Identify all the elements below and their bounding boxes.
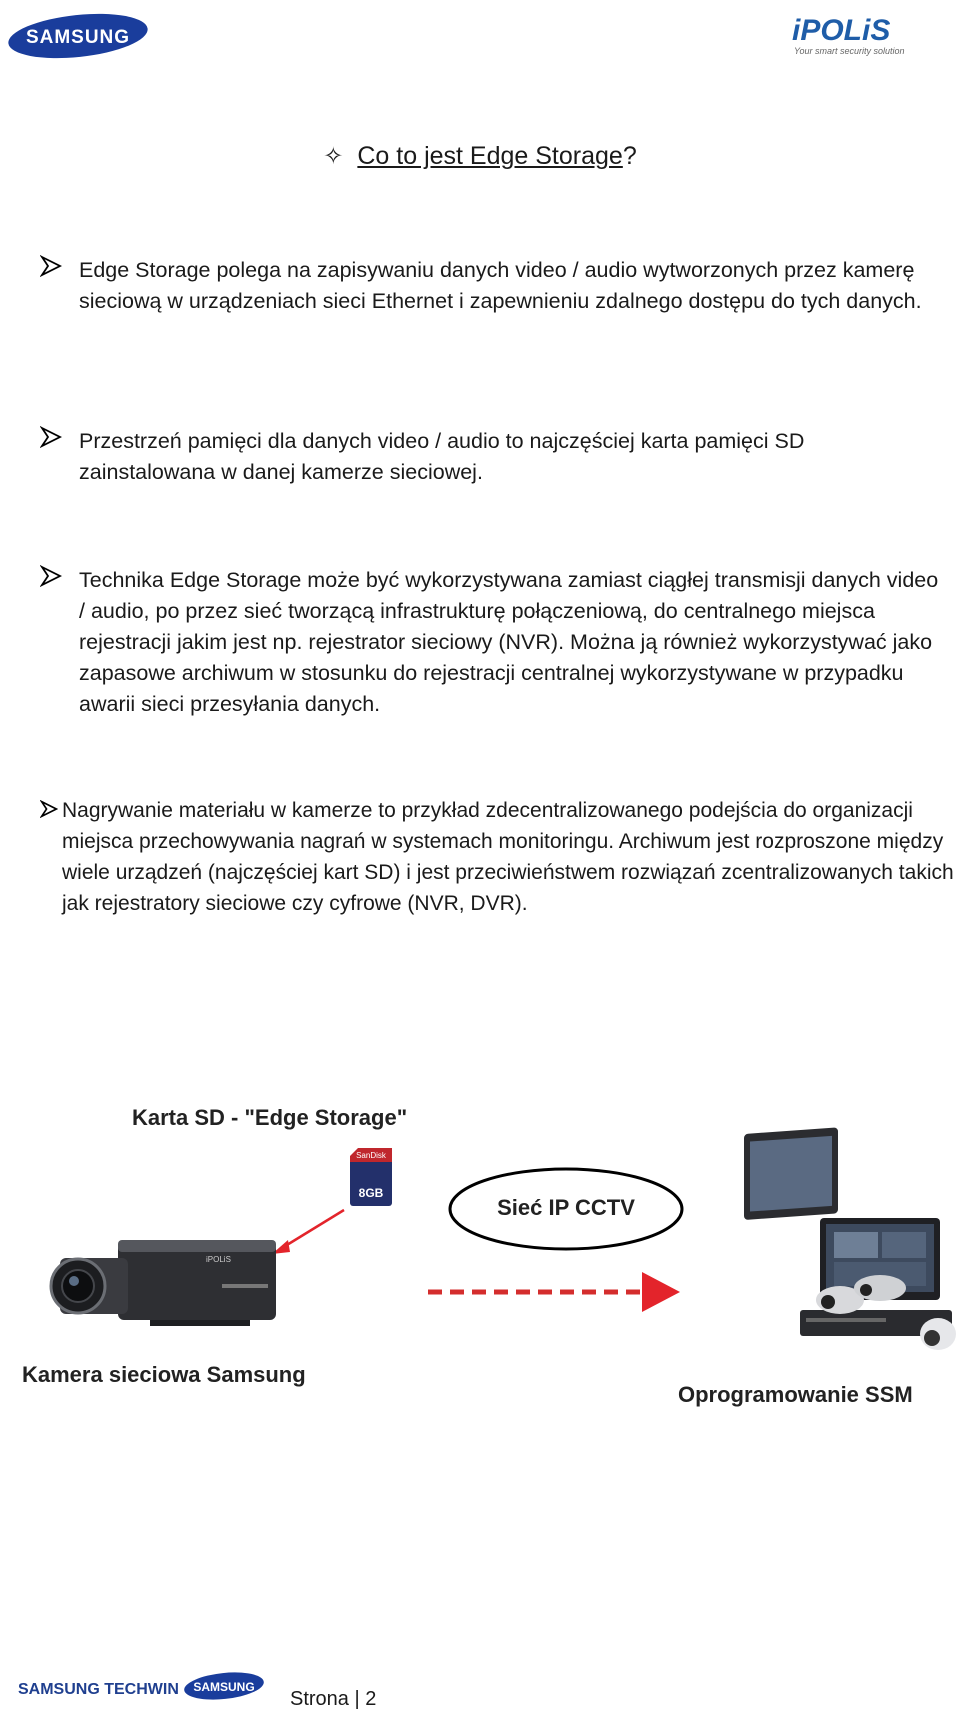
sd-card-capacity: 8GB [358,1186,384,1200]
footer-brand-text: SAMSUNG TECHWIN [18,1681,179,1698]
camera-image [51,1240,276,1326]
sd-card-image [350,1148,392,1206]
paragraph-text: Nagrywanie materiału w kamerze to przykład zdecentralizowanego podejścia do organizacji miejsca przechowywania nagrań w systemach monitoringu. Archiwum jest rozproszone między wiele urządzeń (najczęściej kart SD) i jest przeciwieństwem rozwiązań zcentralizowanych takich jak rejestratory sieciowe czy cyfrowe (NVR, DVR). [62,799,954,915]
network-label: Sieć IP CCTV [497,1195,635,1220]
paragraph-text: Edge Storage polega na zapisywaniu danych video / audio wytworzonych przez kamerę sieciową w urządzeniach sieci Ethernet i zapewnieniu zdalnego dostępu do tych danych. [79,258,922,313]
paragraph-text: Przestrzeń pamięci dla danych video / audio to najczęściej karta pamięci SD zainstalowana w danej kamerze sieciowej. [79,429,805,484]
software-label: Oprogramowanie SSM [678,1382,913,1407]
title-text: Co to jest Edge Storage [357,142,623,170]
camera-label: Kamera sieciowa Samsung [22,1362,306,1387]
four-point-star-icon: ✧ [323,143,344,170]
samsung-logo [4,8,152,64]
arrow-bullet-icon [40,800,58,818]
arrow-bullet-icon [40,255,62,277]
network-arrow [428,1272,680,1312]
sd-to-camera-arrow [272,1210,344,1254]
ipolis-logo [788,12,948,58]
camera-brand: iPOLiS [206,1255,231,1264]
list-item [40,795,958,919]
footer-brand-logo [18,1668,268,1708]
arrow-bullet-icon [40,565,62,587]
ipolis-tagline: Your smart security solution [794,46,905,56]
arrow-bullet-icon [40,426,62,448]
sd-card-label: Karta SD - "Edge Storage" [132,1105,408,1130]
list-item [40,255,940,317]
paragraph-text: Technika Edge Storage może być wykorzystywana zamiast ciągłej transmisji danych video / audio, po przez sieć tworzącą infrastrukturę połączeniową, do centralnego miejsca rejestracji jakim jest np. rejestrator sieciowy (NVR). Można ją również wykorzystywać jako zapasowe archiwum w stosunku do rejestracji centralnej wykorzystywane w przypadku awarii sieci przesyłania danych. [79,568,939,716]
page-number: Strona | 2 [290,1688,377,1710]
samsung-logo-text: SAMSUNG [25,27,131,48]
sd-card-brand: SanDisk [356,1151,386,1160]
ssm-devices-image [744,1127,956,1350]
page-title [0,142,960,171]
list-item [40,565,940,720]
footer-logo-text: SAMSUNG [193,1680,255,1694]
list-item [40,426,940,488]
title-suffix: ? [622,142,637,170]
ipolis-logo-text: iPOLiS [792,14,891,47]
